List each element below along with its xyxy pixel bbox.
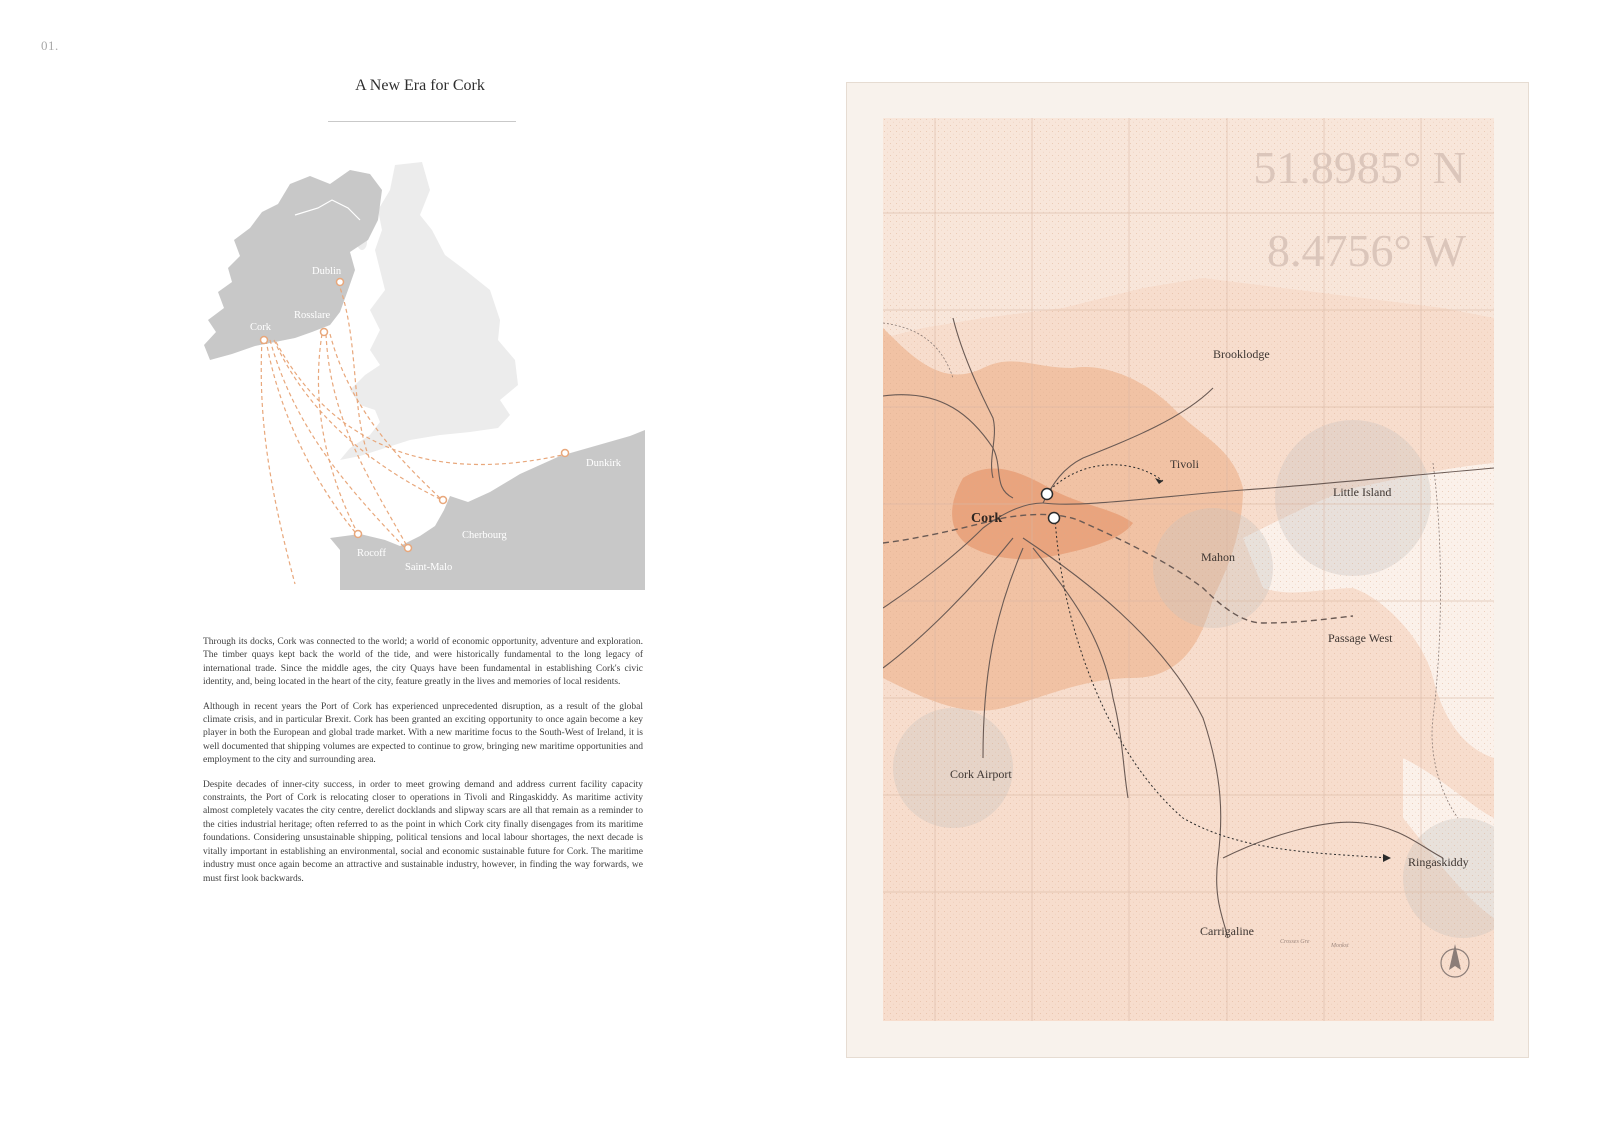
place-tivoli: Tivoli xyxy=(1170,457,1199,471)
port-dot-dunkirk xyxy=(562,450,569,457)
place-cork: Cork xyxy=(971,511,1003,526)
port-dot-cork xyxy=(261,337,268,344)
ireland-landmass xyxy=(204,170,382,360)
quay-marker-north xyxy=(1042,489,1053,500)
cork-harbour-map xyxy=(883,118,1494,1021)
minor-label-b: Monkst xyxy=(1331,943,1349,949)
label-roscoff: Rocoff xyxy=(357,548,386,559)
paragraph-2: Although in recent years the Port of Cork has experienced unprecedented disruption, as a result of the global climate crisis, and in particular Brexit. Cork has been granted an exciting opportunity to once again become a key player in both the European and global trade market. With a new maritime focus to the South-West of Ireland, it is well documented that shipping volumes are expected to continue to grow, bringing new maritime opportunities and employment to the city and surrounding area. xyxy=(203,701,643,766)
port-dot-roscoff xyxy=(355,531,362,538)
place-carrigaline: Carrigaline xyxy=(1200,924,1254,938)
place-ringaskiddy: Ringaskiddy xyxy=(1408,855,1469,869)
paragraph-1: Through its docks, Cork was connected to the world; a world of economic opportunity, adventure and exploration. The timber quays kept back the world of the tide, and were historically fundamental to the long legacy of international trade. Since the middle ages, the city Quays have been fundamental in establishing Cork's civic identity, and, being located in the heart of the city, feature greatly in the lives and memories of local residents. xyxy=(203,637,643,688)
label-cherbourg: Cherbourg xyxy=(462,530,507,541)
latitude-label: 51.8985° N xyxy=(1253,142,1466,193)
port-dot-dublin xyxy=(337,279,344,286)
label-cork: Cork xyxy=(250,322,271,333)
port-dot-rosslare xyxy=(321,329,328,336)
longitude-label: 8.4756° W xyxy=(1267,225,1466,276)
label-dunkirk: Dunkirk xyxy=(586,458,621,469)
label-saint-malo: Saint-Malo xyxy=(405,562,453,573)
port-dot-saint-malo xyxy=(405,545,412,552)
label-rosslare: Rosslare xyxy=(294,310,331,321)
place-passage-west: Passage West xyxy=(1328,631,1393,645)
ferry-routes-map xyxy=(200,160,645,604)
port-dot-cherbourg xyxy=(440,497,447,504)
body-text xyxy=(203,636,643,897)
label-dublin: Dublin xyxy=(312,266,342,277)
place-little-island: Little Island xyxy=(1333,485,1392,499)
page-number: 01. xyxy=(41,38,59,53)
quay-marker-south xyxy=(1049,513,1060,524)
place-brooklodge: Brooklodge xyxy=(1213,347,1270,361)
place-cork-airport: Cork Airport xyxy=(950,767,1012,781)
title-divider xyxy=(328,121,516,122)
paragraph-3: Despite decades of inner-city success, in order to meet growing demand and address current facility capacity constraints, the Port of Cork is relocating closer to operations in Tivoli and Ringaskiddy. As maritime activity almost completely vacates the city centre, derelict docklands and slipway scars are all that remain as a reminder to the cities industrial heritage; often referred to as the point in which Cork city finally disengages from its maritime foundations. Considering unsustainable shipping, political tensions and local labour shortages, the next decade is vitally important in establishing an environmental, social and economic sustainable future for Cork. The maritime industry must once again become an attractive and sustainable industry, however, in finding the way forwards, we must first look backwards. xyxy=(203,779,643,884)
place-mahon: Mahon xyxy=(1201,550,1235,564)
minor-label-a: Crosses Gre xyxy=(1280,939,1310,945)
france-landmass xyxy=(330,430,645,590)
page-title: A New Era for Cork xyxy=(355,77,485,94)
